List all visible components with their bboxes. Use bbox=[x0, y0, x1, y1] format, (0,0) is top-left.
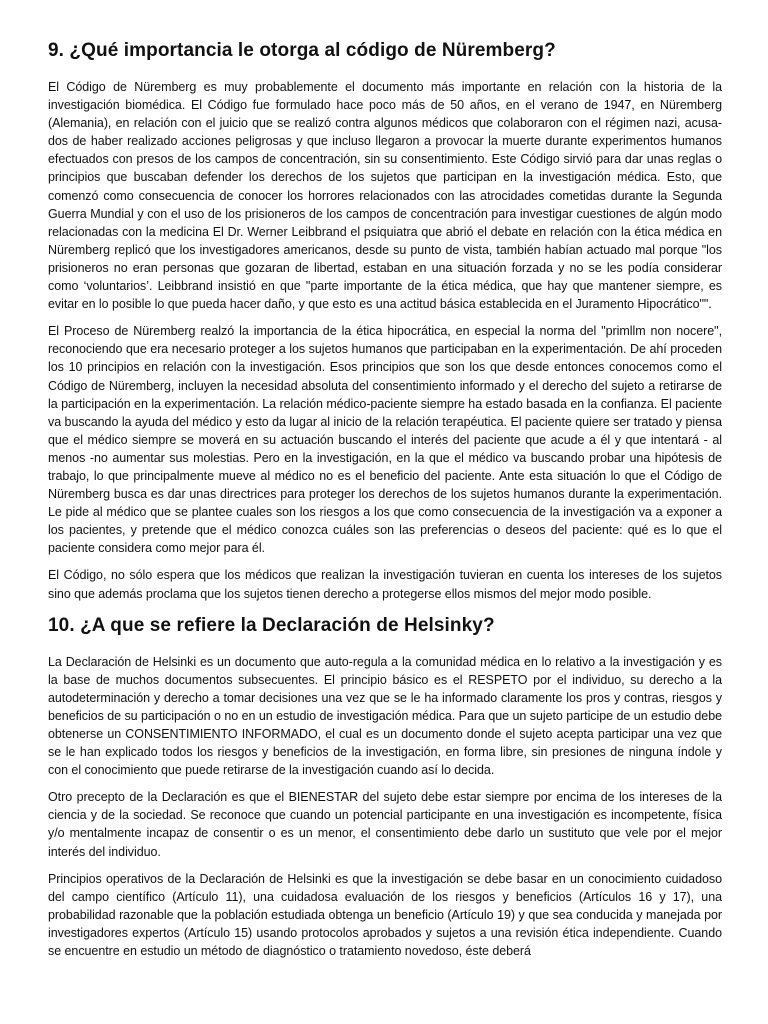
document-page bbox=[48, 38, 722, 960]
section-10-paragraph-2: Otro precepto de la Declaración es que el BIENESTAR del sujeto debe estar siempre por encima de los intereses de la ciencia y de la sociedad. Se reconoce que cuando un potencial participante en una investigación es incompetente, física y/o mentalmente incapaz de consentir o es un menor, el consentimiento debe darlo un sustituto que vele por el mejor interés del individuo. bbox=[48, 790, 722, 859]
section-9-paragraph-3: El Código, no sólo espera que los médicos que realizan la investigación tuvieran en cuenta los intereses de los sujetos sino que además proclama que los sujetos tienen derecho a protegerse ellos mismos del mejor modo posible. bbox=[48, 568, 722, 601]
section-10-paragraph-1: La Declaración de Helsinki es un documento que auto-regula a la comunidad médica en lo relativo a la investigación y es la base de muchos documentos subsecuentes. El principio básico es el RESPETO por el individuo, su derecho a la autodeterminación y derecho a tomar decisiones una vez que se le ha informado claramente los pros y contras, riesgos y beneficios de su participación o no en un estudio de investigación médica. Para que un sujeto participe de un estudio debe obtenerse un CONSENTIMIENTO INFORMADO, el cual es un documento donde el sujeto acepta participar una vez que se le han explicado todos los riesgos y beneficios de la investigación, en forma libre, sin presiones de ninguna índole y con el conocimiento que puede retirarse de la investigación cuando así lo decida. bbox=[48, 654, 722, 778]
section-9-heading: 9. ¿Qué importancia le otorga al código de Nüremberg? bbox=[48, 40, 556, 61]
section-10-heading: 10. ¿A que se refiere la Declaración de Helsinky? bbox=[48, 614, 495, 636]
section-9-paragraph-1: El Código de Nüremberg es muy probablemente el documento más importante en relación con la historia de la investigación biomédica. El Código fue formulado hace poco más de 50 años, en el verano de 1947, en Nüremberg (Alemania), en relación con el juicio que se realizó contra algunos médicos que colaboraron con el régimen nazi, acusa-dos de haber realizado acciones peligrosas y que incluso llegaron a provocar la muerte durante experimentos humanos efectuados con presos de los campos de concentración, sin su consentimiento. Este Código sirvió para dar unas reglas o principios que buscaban defender los derechos de los sujetos que participan en la investigación médica. Esto, que comenzó como consecuencia de conocer los horrores relacionados con las atrocidades cometidas durante la Segunda Guerra Mundial y con el uso de los prisioneros de los campos de concentración para investigar cuestiones de algún modo relacionadas con la medicina El Dr. Werner Leibbrand el psiquiatra que abrió el debate en relación con la ética médica en Nüremberg replicó que los investigadores americanos, desde su punto de vista, también habían actuado mal porque "los prisioneros no eran personas que gozaran de libertad, estaban en una situación forzada y no se les podía considerar como ‘voluntarios’. Leibbrand insistió en que "parte importante de la ética médica, que hay que mantener siempre, es evitar en lo posible lo que pueda hacer daño, y que esto es una actitud básica establecida en el Juramento Hipocrático"". bbox=[48, 80, 722, 312]
section-9-paragraph-2: El Proceso de Nüremberg realzó la importancia de la ética hipocrática, en especial la norma del "primllm non nocere", reconociendo que era necesario proteger a los sujetos humanos que participaban en la experimentación. De ahí proceden los 10 principios en relación con la investigación. Esos principios que son los que desde entonces conocemos como el Código de Nüremberg, incluyen la necesidad absoluta del consentimiento informado y el derecho del sujeto a retirarse de la participación en la experimentación. La relación médico-paciente siempre ha estado basada en la confianza. El paciente va buscando la ayuda del médico y esto da lugar al inicio de la relación terapéutica. El paciente quiere ser tratado y piensa que el médico siempre se moverá en su actuación buscando el interés del paciente que acude a él y que intentará - al menos -no aumentar sus molestias. Pero en la investigación, en la que el médico va buscando probar una hipótesis de trabajo, lo que principalmente mueve al médico no es el beneficio del paciente. Ante esta situación lo que el Código de Nüremberg busca es dar unas directrices para proteger los derechos de los sujetos humanos durante la experimentación. Le pide al médico que se plantee cuales son los riesgos a los que como consecuencia de la investigación va a exponer a los pacientes, y pretende que el médico conozca cuáles son las preferencias o deseos del paciente: qué es lo que el paciente considera como mejor para él. bbox=[48, 324, 722, 556]
section-10-paragraph-3: Principios operativos de la Declaración de Helsinki es que la investigación se debe basar en un conocimiento cuidadoso del campo científico (Artículo 11), una cuidadosa evaluación de los riesgos y beneficios (Artículos 16 y 17), una probabilidad razonable que la población estudiada obtenga un beneficio (Artículo 19) y que sea conducida y manejada por investigadores expertos (Artículo 15) usando protocolos aprobados y sujetos a una revisión ética independiente. Cuando se encuentre en estudio un método de diagnóstico o tratamiento novedoso, éste deberá bbox=[48, 871, 722, 959]
